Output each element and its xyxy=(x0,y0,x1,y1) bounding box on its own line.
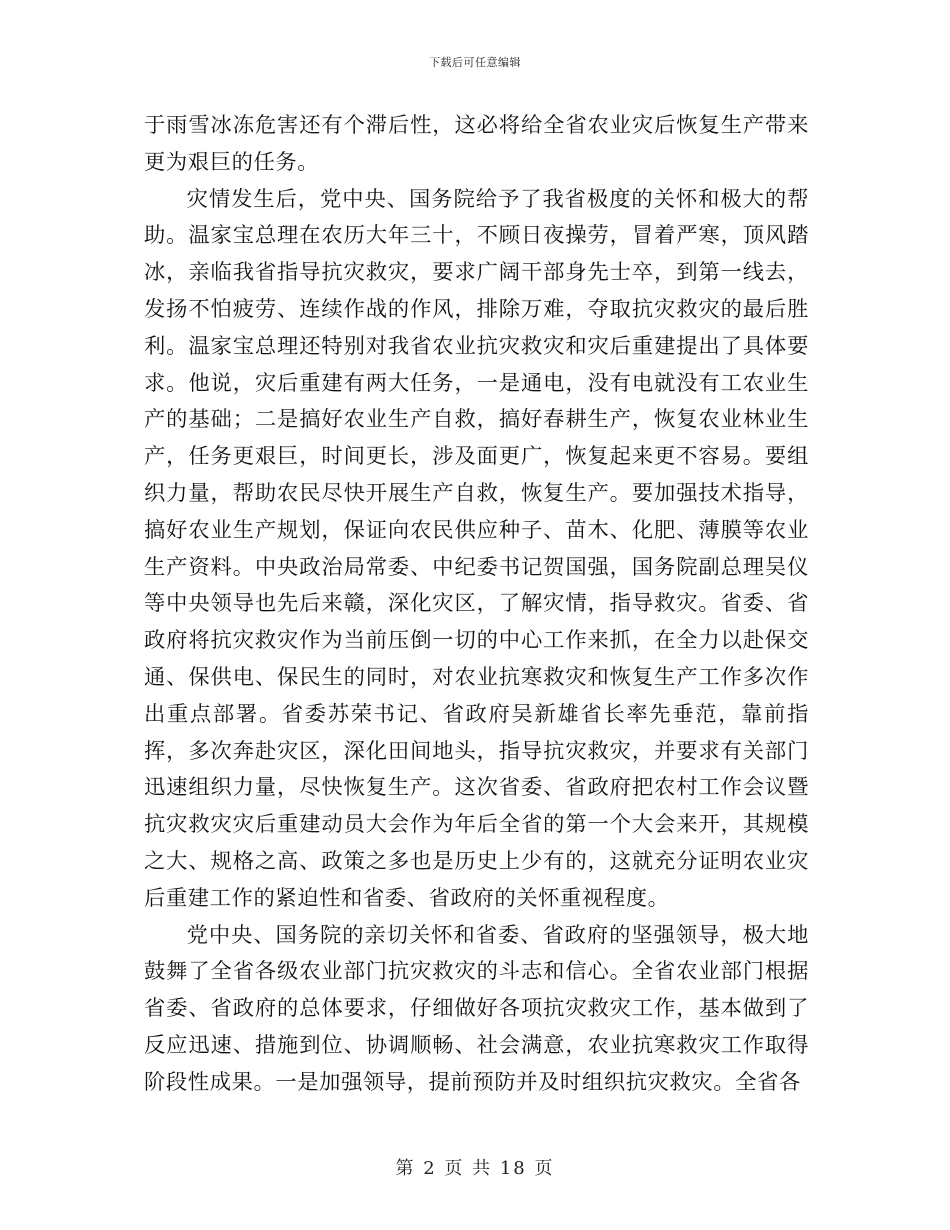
document-body xyxy=(144,108,809,1102)
page-header: 下载后可任意编辑 xyxy=(429,56,521,69)
page-number: 第 2 页 共 18 页 xyxy=(395,1158,555,1179)
paragraph-continuation: 于雨雪冰冻危害还有个滞后性，这必将给全省农业灾后恢复生产带来更为艰巨的任务。 xyxy=(144,113,809,175)
paragraph-disaster-response: 灾情发生后，党中央、国务院给予了我省极度的关怀和极大的帮助。温家宝总理在农历大年三十，不顾日夜操劳，冒着严寒，顶风踏冰，亲临我省指导抗灾救灾，要求广阔干部身先士卒，到第一线去，发扬不怕疲劳、连续作战的作风，排除万难，夺取抗灾救灾的最后胜利。温家宝总理还特别对我省农业抗灾救灾和灾后重建提出了具体要求。他说，灾后重建有两大任务，一是通电，没有电就没有工农业生产的基础；二是搞好农业生产自救，搞好春耕生产，恢复农业林业生产，任务更艰巨，时间更长，涉及面更广，恢复起来更不容易。要组织力量，帮助农民尽快开展生产自救，恢复生产。要加强技术指导，搞好农业生产规划，保证向农民供应种子、苗木、化肥、薄膜等农业生产资料。中央政治局常委、中纪委书记贺国强，国务院副总理吴仪等中央领导也先后来赣，深化灾区，了解灾情，指导救灾。省委、省政府将抗灾救灾作为当前压倒一切的中心工作来抓，在全力以赴保交通、保供电、保民生的同时，对农业抗寒救灾和恢复生产工作多次作出重点部署。省委苏荣书记、省政府吴新雄省长率先垂范，靠前指挥，多次奔赴灾区，深化田间地头，指导抗灾救灾，并要求有关部门迅速组织力量，尽快恢复生产。这次省委、省政府把农村工作会议暨抗灾救灾灾后重建动员大会作为年后全省的第一个大会来开，其规模之大、规格之高、政策之多也是历史上少有的，这就充分证明农业灾后重建工作的紧迫性和省委、省政府的关怀重视程度。 xyxy=(144,186,809,911)
paragraph-achievements: 党中央、国务院的亲切关怀和省委、省政府的坚强领导，极大地鼓舞了全省各级农业部门抗灾救灾的斗志和信心。全省农业部门根据省委、省政府的总体要求，仔细做好各项抗灾救灾工作，基本做到了反应迅速、措施到位、协调顺畅、社会满意，农业抗寒救灾工作取得阶段性成果。一是加强领导，提前预防并及时组织抗灾救灾。全省各 xyxy=(144,922,809,1095)
